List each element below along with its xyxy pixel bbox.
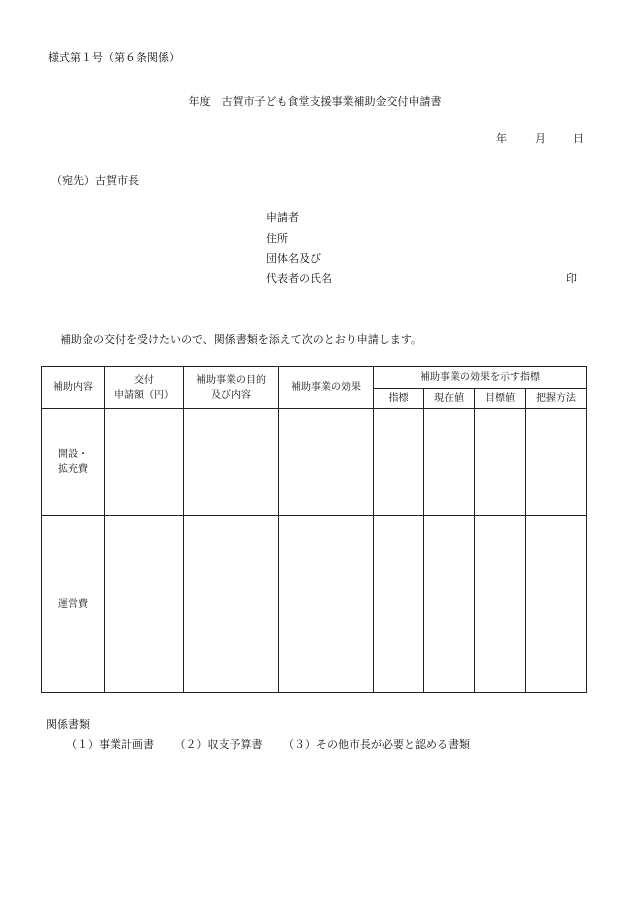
cell-operating-method[interactable] [526, 516, 587, 693]
cell-setup-effect[interactable] [279, 409, 374, 516]
header-amount-line1: 交付 [134, 374, 154, 386]
row-label-setup-line2: 拡充費 [58, 464, 88, 475]
cell-setup-method[interactable] [526, 409, 587, 516]
subheader-current-value: 現在値 [424, 389, 475, 409]
organization-name-label: 団体名及び [266, 252, 321, 265]
cell-operating-indicator[interactable] [374, 516, 424, 693]
document-title: 年度 古賀市子ども食堂支援事業補助金交付申請書 [188, 95, 442, 108]
subheader-measurement-method: 把握方法 [526, 389, 587, 409]
header-indicator-group: 補助事業の効果を示す指標 [374, 367, 587, 389]
header-amount-line2: 申請額（円） [114, 389, 174, 401]
subheader-target-value: 目標値 [475, 389, 526, 409]
cell-setup-purpose[interactable] [184, 409, 279, 516]
header-purpose-line2: 及び内容 [211, 389, 251, 401]
related-document-item: （３）その他市長が必要と認める書類 [283, 738, 470, 751]
table-row-setup-cost [42, 409, 587, 516]
cell-setup-current[interactable] [424, 409, 475, 516]
address-label: 住所 [266, 232, 288, 245]
header-content: 補助内容 [42, 367, 105, 409]
cell-operating-purpose[interactable] [184, 516, 279, 693]
subsidy-table [41, 366, 587, 693]
representative-name-label: 代表者の氏名 [266, 272, 332, 285]
row-label-operating-cost: 運営費 [42, 516, 105, 693]
request-statement: 補助金の交付を受けたいので、関係書類を添えて次のとおり申請します。 [60, 333, 422, 346]
date-day-label: 日 [573, 132, 584, 145]
date-month-label: 月 [535, 132, 546, 145]
cell-setup-indicator[interactable] [374, 409, 424, 516]
header-purpose [184, 367, 279, 409]
related-document-item: （２）収支予算書 [174, 738, 263, 751]
addressee: （宛先）古賀市長 [51, 174, 139, 187]
cell-setup-amount[interactable] [105, 409, 184, 516]
cell-operating-amount[interactable] [105, 516, 184, 693]
row-label-setup-line1: 開設・ [58, 449, 88, 460]
applicant-label: 申請者 [266, 211, 299, 224]
cell-setup-target[interactable] [475, 409, 526, 516]
related-document-item: （１）事業計画書 [66, 738, 154, 751]
related-documents-list [66, 739, 487, 750]
header-effect: 補助事業の効果 [279, 367, 374, 409]
related-documents-title: 関係書類 [46, 718, 90, 731]
form-number: 様式第１号（第６条関係） [48, 51, 180, 64]
row-label-setup-cost [42, 409, 105, 516]
cell-operating-current[interactable] [424, 516, 475, 693]
header-purpose-line1: 補助事業の目的 [196, 374, 266, 386]
table-row-operating-cost [42, 516, 587, 693]
seal-mark: 印 [566, 272, 577, 285]
cell-operating-effect[interactable] [279, 516, 374, 693]
subheader-indicator: 指標 [374, 389, 424, 409]
header-amount [105, 367, 184, 409]
cell-operating-target[interactable] [475, 516, 526, 693]
date-year-label: 年 [496, 132, 507, 145]
